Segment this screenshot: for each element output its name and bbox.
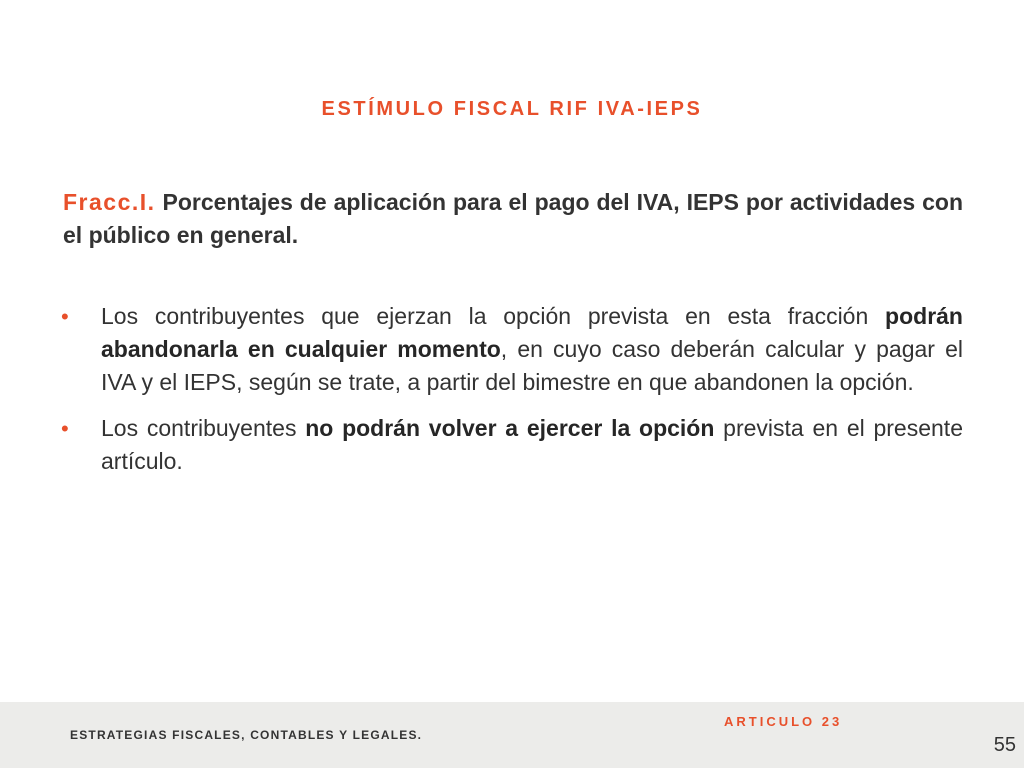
bullet-item <box>58 412 963 478</box>
heading-prefix: Fracc.I. <box>63 189 156 215</box>
footer-brand: ESTRATEGIAS FISCALES, CONTABLES Y LEGALES. <box>70 728 423 742</box>
bullet-text: Los contribuyentes <box>101 415 306 441</box>
bullet-emphasis: no podrán volver a ejercer la opción <box>305 415 715 441</box>
footer-bar <box>0 702 1024 768</box>
article-label: ARTICULO 23 <box>724 714 843 729</box>
bullet-emphasis: podrán abandonarla en cualquier momento <box>101 303 963 362</box>
bullet-list <box>58 300 963 478</box>
bullet-text: Los contribuyentes que ejerzan la opción prevista en esta fracción <box>101 303 886 329</box>
bullet-text: , en cuyo caso deberán calcular y pagar el IVA y el IEPS, según se trate, a partir del bimestre en que abandonen la opción. <box>101 336 963 395</box>
bullet-icon: • <box>61 304 69 329</box>
heading-text: Porcentajes de aplicación para el pago del IVA, IEPS por actividades con el público en general. <box>63 189 963 248</box>
bullet-text: prevista en el presente artículo. <box>101 415 963 474</box>
bullet-item <box>58 300 963 399</box>
page-number: 55 <box>993 734 1016 756</box>
bullet-icon: • <box>61 416 69 441</box>
slide-title: ESTÍMULO FISCAL RIF IVA-IEPS <box>321 98 703 120</box>
section-heading <box>63 186 963 252</box>
